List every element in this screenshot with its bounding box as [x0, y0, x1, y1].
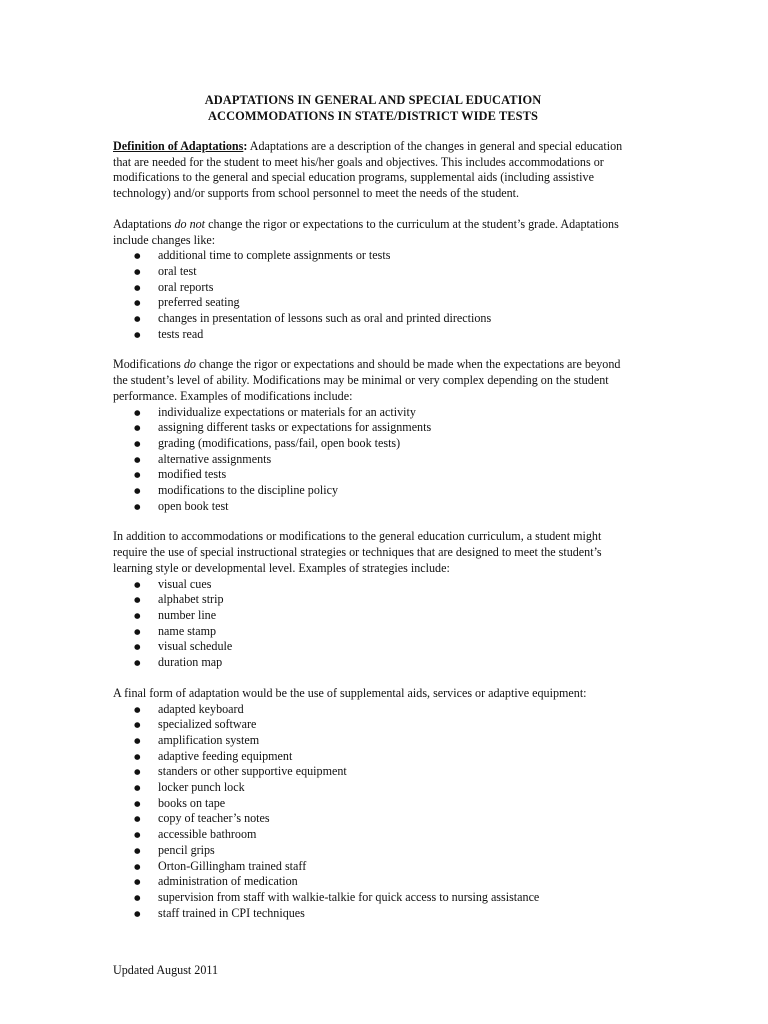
- list-item: ● modifications to the discipline policy: [113, 483, 633, 499]
- list-item: ● oral test: [113, 264, 633, 280]
- definition-text: Adaptations are a description of the changes in general and special education that are needed for the student to meet his/her goals and objectives. This includes accommodations or modifications to the general and special education programs, supplemental aids (including assistive technology) and/or supports from school personnel to meet the needs of the student.: [113, 139, 623, 201]
- list-item: ● Orton-Gillingham trained staff: [113, 859, 633, 875]
- definition-paragraph: [113, 139, 633, 202]
- list-item: ● supervision from staff with walkie-talkie for quick access to nursing assistance: [113, 890, 633, 906]
- list-item: ● number line: [113, 608, 633, 624]
- list-item: ● additional time to complete assignments or tests: [113, 248, 633, 264]
- document-title: [113, 92, 633, 124]
- list-item: ● alternative assignments: [113, 452, 633, 468]
- definition-colon: :: [243, 139, 248, 153]
- list-item: ● name stamp: [113, 624, 633, 640]
- strategies-list: [113, 577, 633, 671]
- list-item: ● locker punch lock: [113, 780, 633, 796]
- list-item: ● individualize expectations or materials for an activity: [113, 405, 633, 421]
- strategies-intro: In addition to accommodations or modifications to the general education curriculum, a student might require the use of special instructional strategies or techniques that are designed to meet the student’s learning style or developmental level. Examples of strategies include:: [113, 529, 602, 575]
- adaptations-intro: [113, 217, 633, 248]
- list-item: ● staff trained in CPI techniques: [113, 906, 633, 922]
- adaptations-list: [113, 248, 633, 342]
- list-item: ● visual schedule: [113, 639, 633, 655]
- list-item: ● amplification system: [113, 733, 633, 749]
- list-item: ● visual cues: [113, 577, 633, 593]
- list-item: ● standers or other supportive equipment: [113, 764, 633, 780]
- adaptations-intro-start: Adaptations: [113, 216, 175, 231]
- list-item: ● books on tape: [113, 796, 633, 812]
- list-item: ● accessible bathroom: [113, 827, 633, 843]
- list-item: ● oral reports: [113, 280, 633, 296]
- list-item: ● adapted keyboard: [113, 702, 633, 718]
- modifications-intro-start: Modifications: [113, 357, 184, 372]
- list-item: ● preferred seating: [113, 295, 633, 311]
- list-item: ● administration of medication: [113, 874, 633, 890]
- modifications-intro-end: change the rigor or expectations and should be made when the expectations are beyond the student’s level of ability. Modifications may be minimal or very complex depending on the student performance. Examples of modifications include:: [113, 357, 621, 403]
- definition-label: Definition of Adaptations: [113, 139, 244, 153]
- list-item: ● copy of teacher’s notes: [113, 811, 633, 827]
- list-item: ● modified tests: [113, 467, 633, 483]
- list-item: ● pencil grips: [113, 843, 633, 859]
- supplemental-intro: A final form of adaptation would be the use of supplemental aids, services or adaptive equipment:: [113, 685, 587, 700]
- list-item: ● specialized software: [113, 717, 633, 733]
- modifications-emphasis: do: [183, 357, 196, 372]
- title-line-2: ACCOMMODATIONS IN STATE/DISTRICT WIDE TESTS: [208, 109, 538, 123]
- adaptations-emphasis: do not: [174, 216, 206, 231]
- footer-updated-date: Updated August 2011: [113, 963, 219, 977]
- list-item: ● duration map: [113, 655, 633, 671]
- document-body: [113, 92, 633, 921]
- adaptations-intro-end: change the rigor or expectations to the curriculum at the student’s grade. Adaptations include changes like:: [113, 216, 619, 247]
- supplemental-list: [113, 702, 633, 922]
- list-item: ● tests read: [113, 327, 633, 343]
- modifications-list: [113, 405, 633, 515]
- list-item: ● changes in presentation of lessons such as oral and printed directions: [113, 311, 633, 327]
- list-item: ● open book test: [113, 499, 633, 515]
- list-item: ● assigning different tasks or expectations for assignments: [113, 420, 633, 436]
- list-item: ● grading (modifications, pass/fail, open book tests): [113, 436, 633, 452]
- title-line-1: ADAPTATIONS IN GENERAL AND SPECIAL EDUCATION: [204, 93, 542, 107]
- list-item: ● adaptive feeding equipment: [113, 749, 633, 765]
- modifications-intro: [113, 357, 633, 404]
- list-item: ● alphabet strip: [113, 592, 633, 608]
